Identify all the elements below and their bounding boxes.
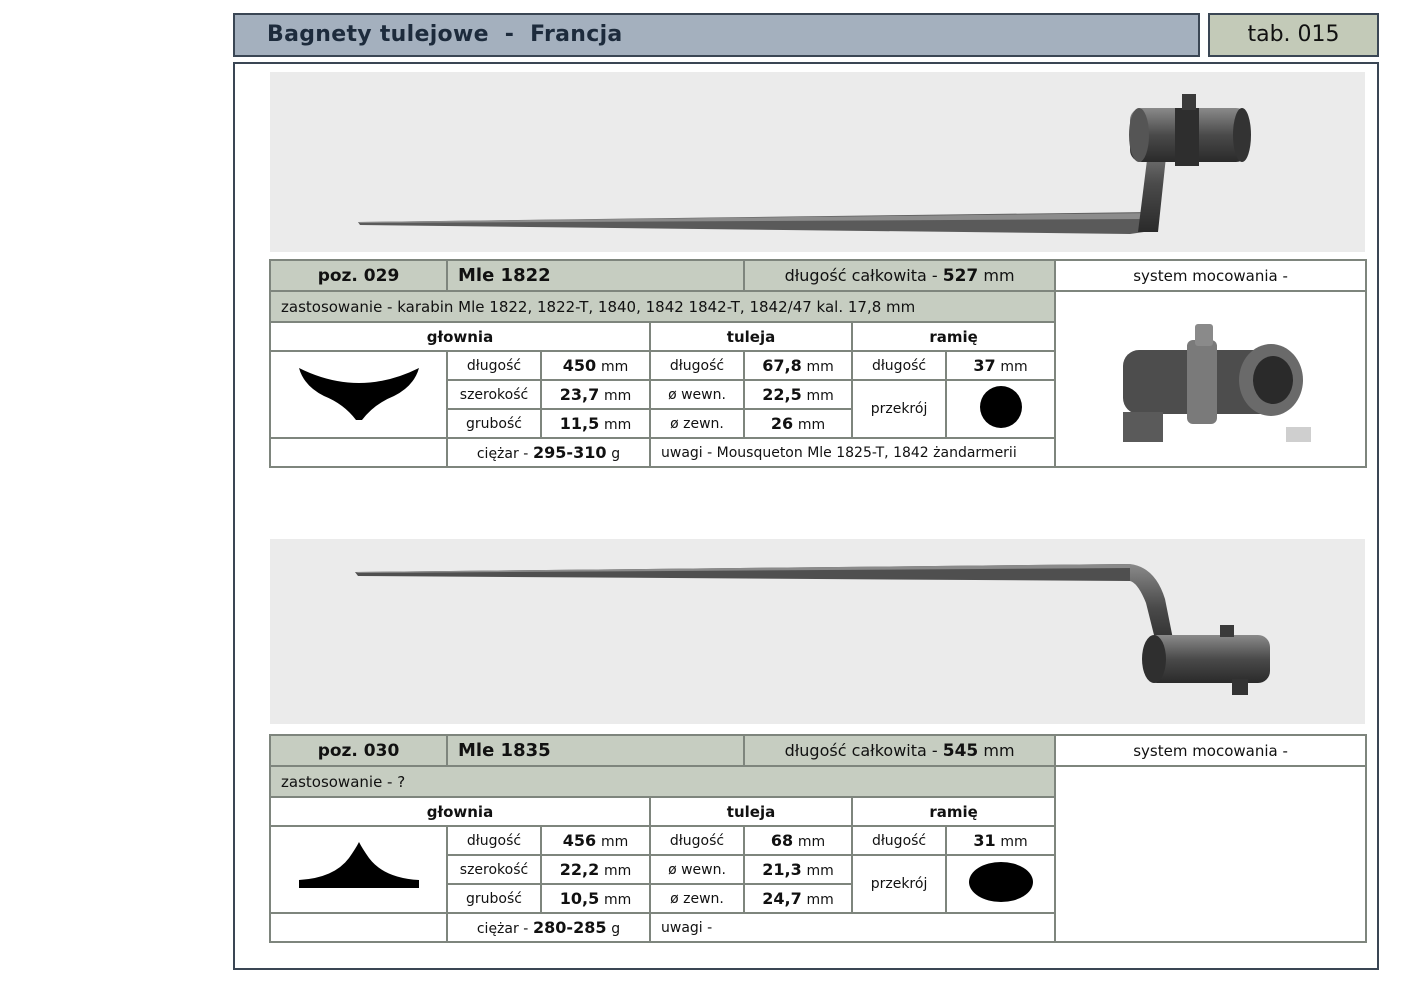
socket-outer: 24,7 mm [744,884,852,913]
notes: uwagi - Mousqueton Mle 1825-T, 1842 żandarmerii [650,438,1055,467]
model-name: Mle 1835 [447,735,744,766]
section-socket: tuleja [650,322,852,351]
total-length-value: 545 [942,740,979,761]
arm-cross-section [946,380,1055,438]
blade-thickness-label: grubość [447,409,541,438]
mounting-system-label: system mocowania - [1055,260,1366,291]
notes: uwagi - [650,913,1055,942]
arm-length: 31 mm [946,826,1055,855]
socket-inner: 22,5 mm [744,380,852,409]
socket-inner-label: ø wewn. [650,380,744,409]
socket-length: 67,8 mm [744,351,852,380]
blade-thickness: 11,5 mm [541,409,650,438]
socket-length: 68 mm [744,826,852,855]
blade-length-label: długość [447,826,541,855]
blade-thickness: 10,5 mm [541,884,650,913]
mounting-system-label: system mocowania - [1055,735,1366,766]
socket-closeup-image [1111,312,1311,442]
total-length [744,260,1055,291]
bayonet-photo-029 [270,72,1365,252]
weight: ciężar - 280-285 g [447,913,650,942]
blade-cross-section-icon [294,358,424,428]
total-length-value: 527 [942,265,979,286]
blade-thickness-label: grubość [447,884,541,913]
total-length-unit: mm [983,740,1015,760]
weight: ciężar - 295-310 g [447,438,650,467]
blade-width: 22,2 mm [541,855,650,884]
socket-outer-label: ø zewn. [650,884,744,913]
position-number: poz. 029 [270,260,447,291]
oval-section-icon [966,859,1036,905]
section-socket: tuleja [650,797,852,826]
bayonet-photo-030 [270,539,1365,724]
spec-table-030 [269,734,1367,943]
page-title-bar [233,13,1200,57]
model-name: Mle 1822 [447,260,744,291]
blade-cross-section [270,351,447,438]
round-section-icon [976,382,1026,432]
spec-table-029 [269,259,1367,468]
blade-length: 456 mm [541,826,650,855]
arm-section-label: przekrój [852,380,946,438]
blade-width-label: szerokość [447,855,541,884]
socket-length-label: długość [650,351,744,380]
total-length-label: długość całkowita - [784,265,938,285]
arm-section-label: przekrój [852,855,946,913]
arm-length: 37 mm [946,351,1055,380]
blade-length-label: długość [447,351,541,380]
blade-cross-section [270,826,447,913]
usage: zastosowanie - karabin Mle 1822, 1822-T, 1840, 1842 1842-T, 1842/47 kal. 17,8 mm [270,291,1055,322]
page-title: Bagnety tulejowe - Francja [267,22,623,47]
blade-length: 450 mm [541,351,650,380]
mounting-system-photo [1055,291,1366,467]
blade-width: 23,7 mm [541,380,650,409]
table-number: tab. 015 [1247,22,1340,47]
socket-inner-label: ø wewn. [650,855,744,884]
total-length-label: długość całkowita - [784,740,938,760]
usage: zastosowanie - ? [270,766,1055,797]
socket-outer-label: ø zewn. [650,409,744,438]
section-arm: ramię [852,322,1055,351]
mounting-system-photo [1055,766,1366,942]
section-blade: głownia [270,322,650,351]
blade-width-label: szerokość [447,380,541,409]
table-number-box [1208,13,1379,57]
socket-outer: 26 mm [744,409,852,438]
section-arm: ramię [852,797,1055,826]
section-blade: głownia [270,797,650,826]
arm-length-label: długość [852,826,946,855]
total-length-unit: mm [983,265,1015,285]
socket-length-label: długość [650,826,744,855]
total-length [744,735,1055,766]
socket-inner: 21,3 mm [744,855,852,884]
blank-cell [270,438,447,467]
arm-length-label: długość [852,351,946,380]
blank-cell [270,913,447,942]
arm-cross-section [946,855,1055,913]
blade-cross-section-icon [294,838,424,898]
position-number: poz. 030 [270,735,447,766]
